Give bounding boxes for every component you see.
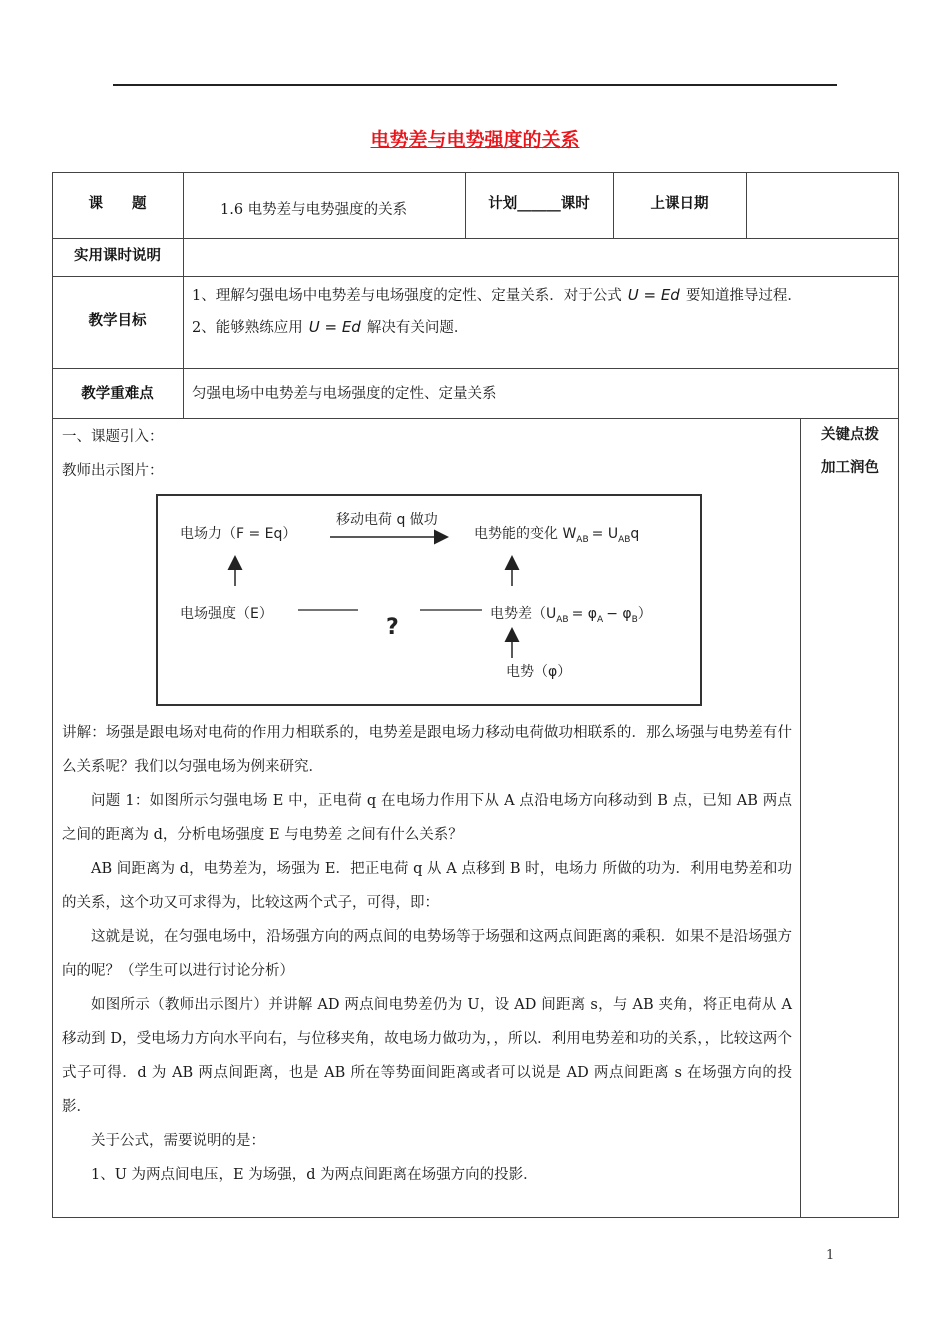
diagram-potential-difference: 电势差$(U_{AB} = \varphi_A - \varphi_B)$ xyxy=(490,606,652,625)
diagram-question-mark: ? xyxy=(386,615,399,640)
goal-1: 1、理解匀强电场中电势差与电场强度的定性、定量关系．对于公式 U = Ed 要知道推导过程． xyxy=(192,286,802,304)
date-label: 上课日期 xyxy=(650,196,709,212)
diagram-energy-change: 电势能的变化 $W_{AB} = U_{AB}q$ xyxy=(474,526,640,545)
formula-u-ed: U = Ed xyxy=(627,286,680,304)
formula-u-ed-2: U = Ed xyxy=(308,318,361,336)
practical-label: 实用课时说明 xyxy=(74,248,161,264)
diagram-arrow-label: 移动电荷 q 做功 xyxy=(336,512,438,528)
document-title: 电势差与电势强度的关系 xyxy=(370,129,580,151)
topic-value: 1.6 电势差与电势强度的关系 xyxy=(220,202,408,218)
paragraph-derivation: AB 间距离为 d，电势差为，场强为 E．把正电荷 q 从 A 点移到 B 时，电场力 所做的功为．利用电势差和功的关系，这个功又可求得为，比较这两个式子，可得，即： xyxy=(62,861,792,911)
paragraph-question-1: 问题 1：如图所示匀强电场 E 中，正电荷 q 在电场力作用下从 A 点沿电场方向移动到 B 点，已知 AB 两点之间的距离为 d，分析电场强度 E 与电势差 之间有什么关系？ xyxy=(62,793,792,843)
key-value: 匀强电场中电势差与电场强度的定性、定量关系 xyxy=(192,386,497,402)
topic-label: 课 题 xyxy=(88,196,147,212)
goal-label: 教学目标 xyxy=(88,313,147,329)
top-rule xyxy=(113,84,837,86)
goal-2: 2、能够熟练应用 U = Ed 解决有关问题． xyxy=(192,318,469,336)
plan-label: 计划______课时 xyxy=(488,196,590,212)
key-label: 教学重难点 xyxy=(81,386,154,402)
concept-diagram xyxy=(156,494,702,706)
intro-heading: 一、课题引入： xyxy=(62,429,164,445)
paragraph-conclusion: 这就是说，在匀强电场中，沿场强方向的两点间的电势场等于场强和这两点间距离的乘积．如果不是沿场强方向的呢？（学生可以进行讨论分析） xyxy=(62,929,792,979)
paragraph-explain: 讲解：场强是跟电场对电荷的作用力相联系的，电势差是跟电场力移动电荷做功相联系的．那么场强与电势差有什么关系呢？我们以匀强电场为例来研究． xyxy=(62,725,792,775)
paragraph-general-case: 如图所示（教师出示图片）并讲解 AD 两点间电势差仍为 U，设 AD 间距离 s，与 AB 夹角，将正电荷从 A 移动到 D，受电场力方向水平向右，与位移夹角，故电场力做功为，，所以．利用电势差和功的关系，，比较这两个式子可得．d 为 AB 两点间距离，也是 AB 所在等势面间距离或者可以说是 AD 两点间距离 s 在场强方向的投影． xyxy=(62,997,792,1115)
page-number: 1 xyxy=(826,1248,835,1263)
paragraph-note-1: 1、U 为两点间电压，E 为场强，d 为两点间距离在场强方向的投影． xyxy=(91,1167,538,1183)
explanation xyxy=(62,716,792,1192)
intro-show-picture: 教师出示图片： xyxy=(62,463,164,479)
side-note-key-points: 关键点拨 xyxy=(821,427,879,443)
diagram-field-strength: 电场强度（E） xyxy=(180,606,273,622)
side-note-polish: 加工润色 xyxy=(821,460,879,476)
paragraph-formula-note: 关于公式，需要说明的是： xyxy=(91,1133,265,1149)
intro-section xyxy=(62,420,792,488)
diagram-potential: 电势（φ） xyxy=(506,664,572,680)
diagram-force: 电场力（F = Eq） xyxy=(180,526,297,542)
